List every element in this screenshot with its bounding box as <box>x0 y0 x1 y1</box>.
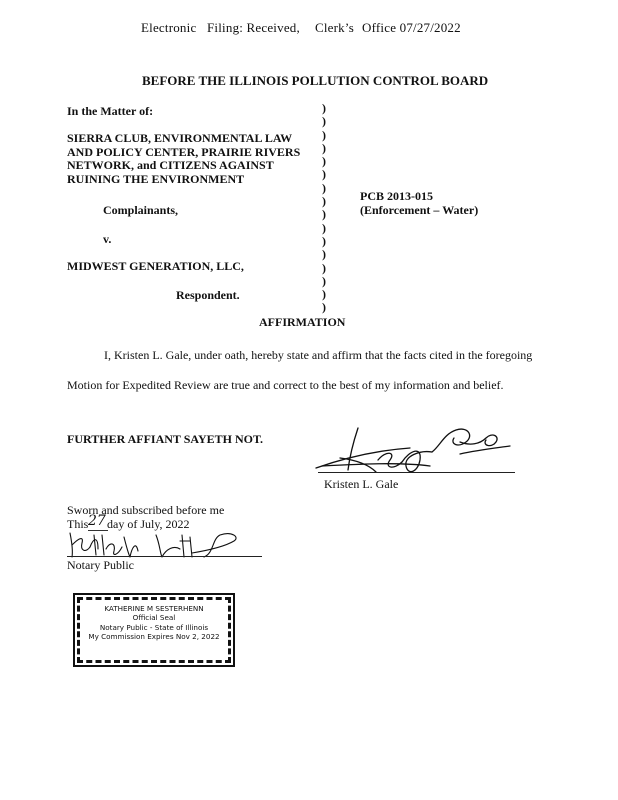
seal-line: Official Seal <box>132 613 176 623</box>
complainant-names <box>67 132 300 186</box>
complainant-line: SIERRA CLUB, ENVIRONMENTAL LAW <box>67 131 293 145</box>
filing-header-office-date: Office 07/27/2022 <box>362 20 461 35</box>
respondent-label: Respondent. <box>176 288 240 302</box>
filing-header-received: Filing: Received, <box>207 20 300 35</box>
case-type: (Enforcement – Water) <box>360 203 479 217</box>
sworn-day-value: 27 <box>88 513 106 529</box>
sworn-statement: Sworn and subscribed before me <box>67 503 225 517</box>
versus-label: v. <box>103 232 112 246</box>
filing-header-clerks: Clerk’s <box>315 20 354 35</box>
complainant-line: AND POLICY CENTER, PRAIRIE RIVERS <box>67 144 301 159</box>
notary-public-label: Notary Public <box>67 558 134 572</box>
affiant-signature-line <box>318 472 515 473</box>
complainant-line: RUINING THE ENVIRONMENT <box>67 171 245 186</box>
board-title: BEFORE THE ILLINOIS POLLUTION CONTROL BOARD <box>142 73 489 88</box>
affirmation-line-1: I, Kristen L. Gale, under oath, hereby state and affirm that the facts cited in the foregoing <box>104 348 533 362</box>
affiant-name: Kristen L. Gale <box>324 477 399 491</box>
in-the-matter-label: In the Matter of: <box>67 104 154 118</box>
affirmation-heading: AFFIRMATION <box>259 315 346 329</box>
seal-line: KATHERINE M SESTERHENN <box>104 604 204 613</box>
case-number: PCB 2013-015 <box>360 189 433 203</box>
complainants-label: Complainants, <box>103 203 179 217</box>
notary-signature-line <box>67 556 262 557</box>
this-label: This <box>67 517 89 531</box>
further-affiant-statement: FURTHER AFFIANT SAYETH NOT. <box>67 432 264 446</box>
caption-paren-column: ) ) ) ) ) ) ) ) ) ) ) ) ) ) ) ) <box>322 101 326 315</box>
respondent-name: MIDWEST GENERATION, LLC, <box>67 259 244 273</box>
seal-line: Notary Public - State of Illinois <box>99 622 209 632</box>
filing-header-electronic: Electronic <box>141 20 197 35</box>
sworn-day-rest: day of July, 2022 <box>107 517 190 531</box>
complainant-line: NETWORK, and CITIZENS AGAINST <box>67 158 274 172</box>
notary-seal <box>77 597 231 663</box>
seal-line: My Commission Expires Nov 2, 2022 <box>88 632 220 642</box>
affirmation-line-2: Motion for Expedited Review are true and correct to the best of my information and belief. <box>67 378 504 392</box>
